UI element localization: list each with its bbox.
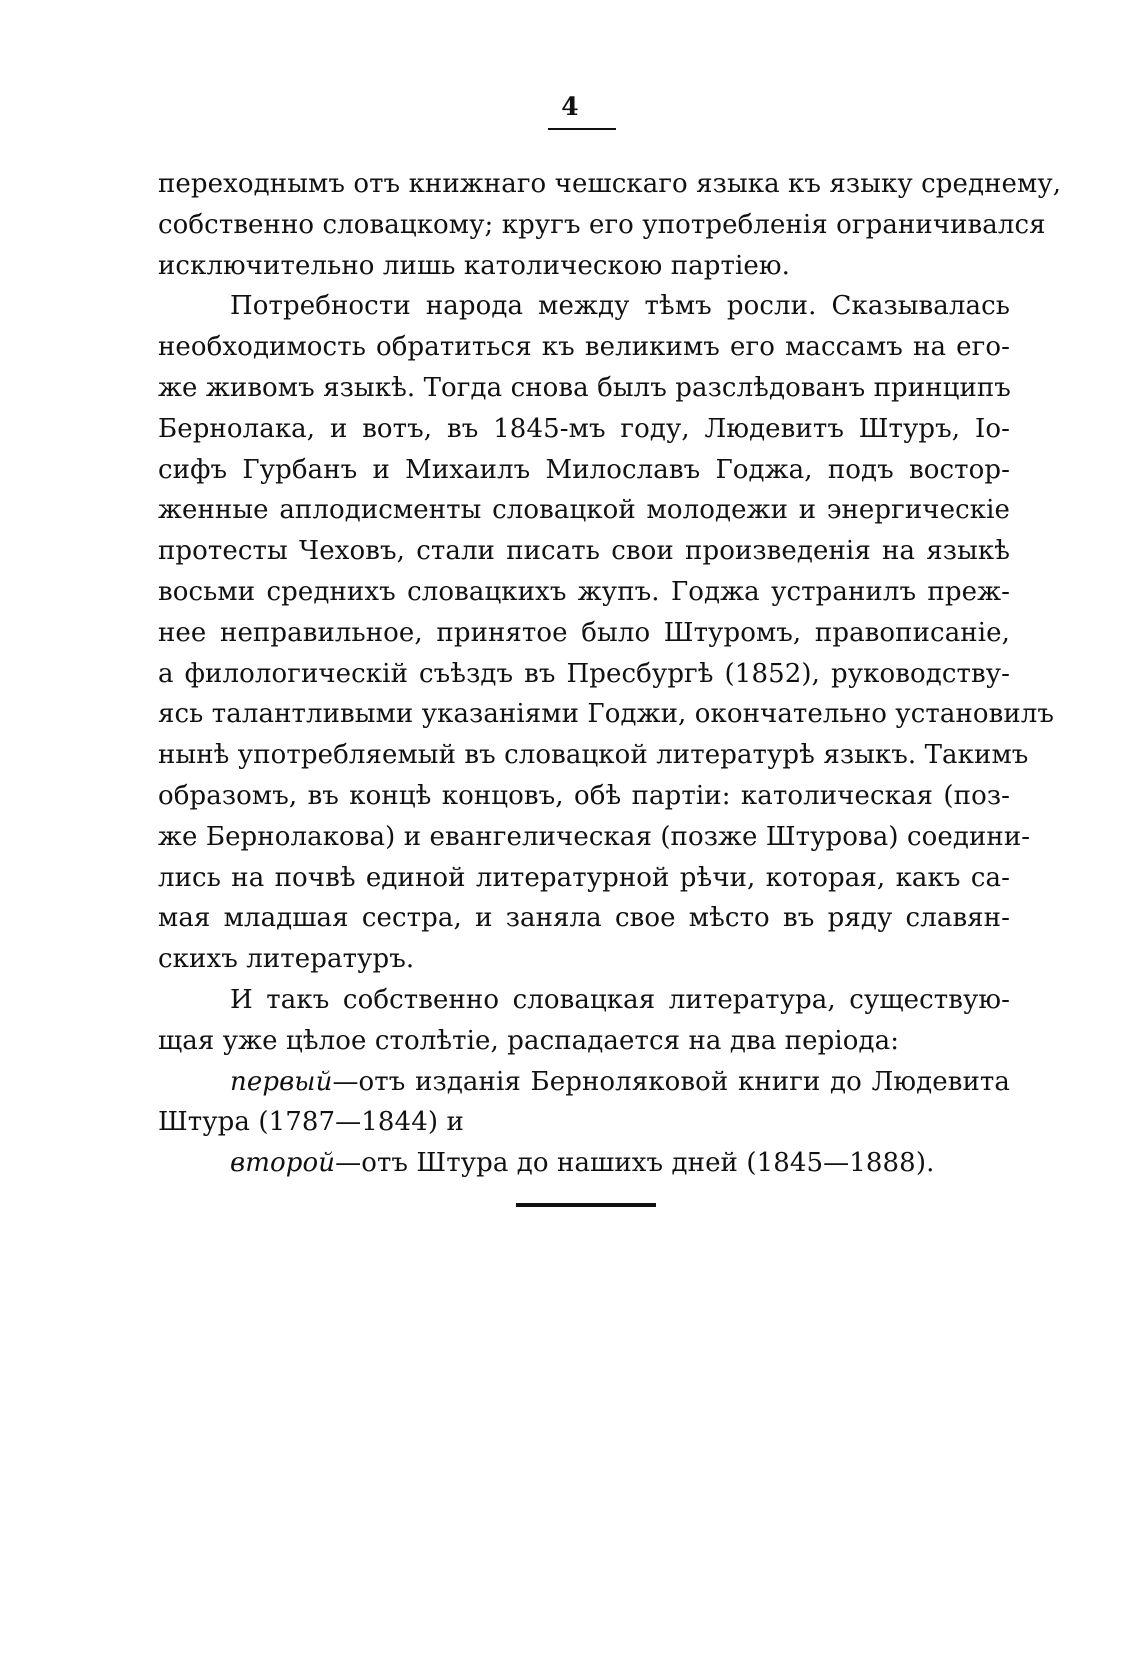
body-text — [158, 164, 1062, 1184]
paragraph-2-line: ясь талантливыми указаніями Годжи, окончательно установилъ — [158, 699, 1055, 730]
paragraph-2-line: нынѣ употребляемый въ словацкой литературѣ языкъ. Такимъ — [158, 740, 1029, 771]
paragraph-2-line: необходимость обратиться къ великимъ его массамъ на его- — [158, 332, 1010, 363]
paragraph-2-line: лись на почвѣ единой литературной рѣчи, которая, какъ са- — [158, 862, 1010, 893]
paragraph-1-line: собственно словацкому; кругъ его употребленія ограничивался — [158, 209, 1046, 240]
period-1-text: —отъ изданія Берноляковой книги до Людевита — [332, 1066, 1010, 1097]
paragraph-2-line: женные аплодисменты словацкой молодежи и энергическіе — [158, 495, 1010, 526]
page-number-rule — [548, 128, 616, 130]
page-number: 4 — [561, 92, 579, 121]
paragraph-3-line: щая уже цѣлое столѣтіе, распадается на два періода: — [158, 1025, 900, 1056]
period-2-label: второй — [230, 1148, 336, 1179]
paragraph-2-line: нее неправильное, принятое было Штуромъ, правописаніе, — [158, 617, 1010, 648]
paragraph-2-line: мая младшая сестра, и заняла свое мѣсто въ ряду славян- — [158, 903, 1010, 934]
paragraph-2-line: сифъ Гурбанъ и Михаилъ Милославъ Годжа, подъ востор- — [158, 454, 1010, 485]
period-1-label: первый — [230, 1066, 333, 1097]
paragraph-2-line: Потребности народа между тѣмъ росли. Сказывалась — [230, 291, 1010, 322]
paragraph-1-line: переходнымъ отъ книжнаго чешскаго языка къ языку среднему, — [158, 169, 1062, 199]
period-2-text: —отъ Штура до нашихъ дней (1845—1888). — [335, 1148, 935, 1179]
end-rule — [516, 1203, 656, 1207]
paragraph-2-line: протесты Чеховъ, стали писать свои произведенія на языкѣ — [158, 536, 1010, 567]
paragraph-3-line: И такъ собственно словацкая литература, существую- — [230, 984, 1010, 1015]
paragraph-2-line: же Бернолакова) и евангелическая (позже Штурова) соедини- — [158, 821, 1031, 852]
paragraph-2-line: восьми среднихъ словацкихъ жупъ. Годжа устранилъ преж- — [158, 576, 1010, 607]
paragraph-1-line: исключительно лишь католическою партіею. — [158, 250, 790, 281]
paragraph-2-line: Бернолака, и вотъ, въ 1845-мъ году, Людевитъ Штуръ, Іо- — [158, 413, 1010, 444]
period-1-line — [158, 1062, 1010, 1103]
paragraph-2-line: а филологическій съѣздъ въ Пресбургѣ (1852), руководству- — [158, 658, 1010, 689]
paragraph-2-line: скихъ литературъ. — [158, 944, 415, 975]
paragraph-2-line: образомъ, въ концѣ концовъ, обѣ партіи: католическая (поз- — [158, 780, 1010, 811]
period-2-line — [158, 1143, 1010, 1184]
paragraph-2-line: же живомъ языкѣ. Тогда снова былъ разслѣдованъ принципъ — [158, 372, 1011, 403]
period-1-line-2: Штура (1787—1844) и — [158, 1107, 464, 1138]
